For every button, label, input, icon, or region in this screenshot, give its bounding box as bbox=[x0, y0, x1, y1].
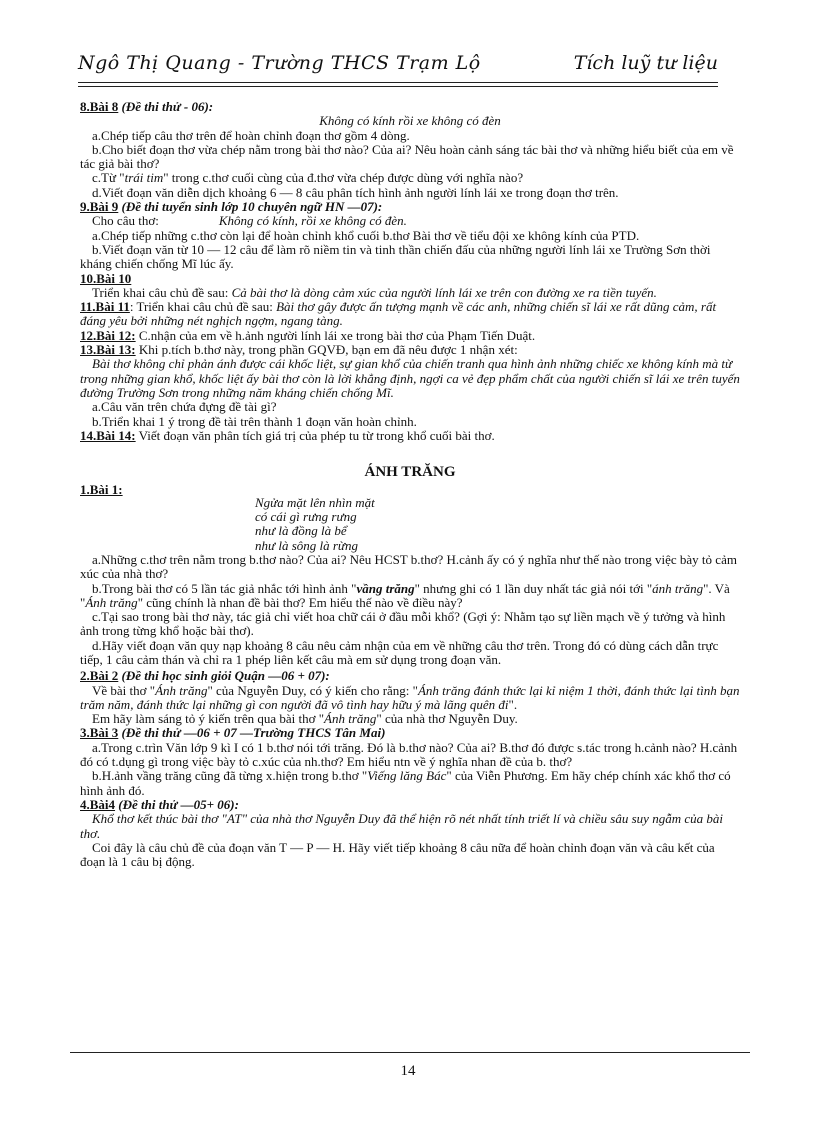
exercise-8-b: b.Cho biết đoạn thơ vừa chép nằm trong bài thơ nào? Của ai? Nêu hoàn cảnh sáng tác bài thơ và những hiểu biết của em về tác giả bài thơ? bbox=[80, 141, 734, 172]
poem-line: có cái gì rưng rưng bbox=[255, 509, 357, 525]
exercise-8-c: c.Từ "trái tim" trong c.thơ cuối cùng của đ.thơ vừa chép được dùng với nghĩa nào? bbox=[92, 170, 524, 186]
exercise-10-heading: 10.Bài 10 bbox=[80, 270, 132, 286]
exercise-8-quote: Không có kính rồi xe không có đèn bbox=[319, 113, 501, 129]
moon-exercise-3-a: a.Trong c.trìn Văn lớp 9 kì I có 1 b.thơ nói tới trăng. Đó là b.thơ nào? Của ai? B.thơ đó được s.tác trong h.cảnh nào? H.cảnh đó có t.dụng gì trong việc bày tỏ c.xúc của nh.thơ? Em hiểu ntn về ý nghĩa nhan đề của b. thơ? bbox=[80, 739, 738, 770]
moon-exercise-1-b: b.Trong bài thơ có 5 lần tác giả nhắc tới hình ảnh "vầng trăng" nhưng ghi có 1 lần duy nhất tác giả nói tới "ánh trăng". Và "Ánh trăng" cũng chính là nhan đề bài thơ? Em hiểu thế nào về điều này? bbox=[80, 580, 730, 610]
exercise-13: 13.Bài 13: Khi p.tích b.thơ này, trong phần GQVĐ, bạn em đã nêu được 1 nhận xét: bbox=[80, 342, 518, 358]
footer-rule bbox=[70, 1052, 750, 1053]
poem-line: Ngửa mặt lên nhìn mặt bbox=[255, 494, 375, 510]
moon-exercise-4-quote: Khổ thơ kết thúc bài thơ "AT" của nhà thơ Nguyễn Duy đã thể hiện rõ nét nhất tính triết lí và chiều sâu suy ngẫm của bài thơ. bbox=[80, 811, 723, 841]
exercise-10-text: Triển khai câu chủ đề sau: Cả bài thơ là dòng cảm xúc của người lính lái xe trên con đường xe ra tiền tuyến. bbox=[92, 284, 657, 300]
header-rule bbox=[78, 82, 718, 83]
moon-exercise-4-heading: 4.Bài4 (Đề thi thử —05+ 06): bbox=[80, 796, 239, 812]
header-author: Ngô Thị Quang - Trường THCS Trạm Lộ bbox=[78, 52, 481, 74]
moon-exercise-2-p1: Về bài thơ "Ánh trăng" của Nguyễn Duy, có ý kiến cho rằng: "Ánh trăng đánh thức lại kỉ niệm 1 thời, đánh thức lại tình bạn trăm năm, đánh thức lại những gì con người đã vô tình hay hữu ý mà lãng quên đi". bbox=[80, 682, 740, 712]
exercise-9-a: a.Chép tiếp những c.thơ còn lại để hoàn chỉnh khổ cuối b.thơ Bài thơ về tiểu đội xe không kính của PTD. bbox=[92, 227, 640, 243]
exercise-9-intro: Cho câu thơ: Không có kính, rồi xe không có đèn. bbox=[92, 213, 407, 229]
poem-line: như là sông là rừng bbox=[255, 537, 359, 553]
exercise-11: 11.Bài 11: Triển khai câu chủ đề sau: Bài thơ gây được ấn tượng mạnh về các anh, những chiến sĩ lái xe rất dũng cảm, rất đáng yêu bởi những nét nghịch ngợm, ngang tàng. bbox=[80, 299, 717, 329]
section-title: ÁNH TRĂNG bbox=[364, 464, 456, 481]
exercise-8-a: a.Chép tiếp câu thơ trên để hoàn chỉnh đoạn thơ gồm 4 dòng. bbox=[92, 127, 410, 143]
exercise-8-d: d.Viết đoạn văn diễn dịch khoảng 6 — 8 câu phân tích hình ảnh người lính lái xe trong đoạn thơ trên. bbox=[92, 184, 619, 200]
page-header bbox=[78, 50, 718, 82]
page-number: 14 bbox=[400, 1063, 416, 1079]
moon-exercise-1-c: c.Tại sao trong bài thơ này, tác giả chỉ viết hoa chữ cái ở đầu mỗi khổ? (Gợi ý: Nhằm tạo sự liền mạch về ý tưởng và hình ảnh trong từng khổ hoặc bài thơ). bbox=[80, 609, 726, 639]
moon-exercise-2-heading: 2.Bài 2 (Đề thi học sinh giỏi Quận —06 + 07): bbox=[80, 668, 330, 684]
moon-exercise-1-heading: 1.Bài 1: bbox=[80, 482, 123, 498]
poem-line: như là đồng là bể bbox=[255, 523, 347, 539]
document-body bbox=[80, 100, 740, 869]
exercise-14: 14.Bài 14: Viết đoạn văn phân tích giá trị của phép tu từ trong khổ cuối bài thơ. bbox=[80, 427, 495, 443]
moon-exercise-1-d: d.Hãy viết đoạn văn quy nạp khoảng 8 câu nêu cảm nhận của em về những câu thơ trên. Trong đó có dùng cách dẫn trực tiếp, 1 câu cảm thán và chỉ ra 1 phép liên kết câu mà em sử dụng trong đoạn văn. bbox=[80, 637, 719, 667]
poem-excerpt bbox=[80, 496, 740, 553]
exercise-9-heading: 9.Bài 9 (Đề thi tuyển sinh lớp 10 chuyên ngữ HN —07): bbox=[80, 199, 383, 215]
moon-exercise-3-heading: 3.Bài 3 (Đề thi thử —06 + 07 —Trường THCS Tân Mai) bbox=[80, 725, 386, 741]
exercise-13-a: a.Câu văn trên chứa đựng đề tài gì? bbox=[92, 399, 277, 415]
moon-exercise-2-p2: Em hãy làm sáng tỏ ý kiến trên qua bài thơ "Ánh trăng" của nhà thơ Nguyễn Duy. bbox=[92, 711, 518, 727]
exercise-12: 12.Bài 12: C.nhận của em về h.ảnh người lính lái xe trong bài thơ của Phạm Tiến Duật. bbox=[80, 327, 536, 343]
moon-exercise-4-text: Coi đây là câu chủ đề của đoạn văn T — P — H. Hãy viết tiếp khoảng 8 câu nữa để hoàn chỉnh đoạn văn và câu kết của đoạn là 1 câu bị động. bbox=[80, 839, 715, 870]
header-rule-2 bbox=[78, 86, 718, 87]
exercise-8-heading: 8.Bài 8 (Đề thi thử - 06): bbox=[80, 99, 214, 114]
moon-exercise-1-a: a.Những c.thơ trên nằm trong b.thơ nào? Của ai? Nêu HCST b.thơ? H.cảnh ấy có ý nghĩa như thế nào trong việc bày tỏ cảm xúc của nhà thơ? bbox=[80, 551, 737, 582]
exercise-13-b: b.Triển khai 1 ý trong đề tài trên thành 1 đoạn văn hoàn chỉnh. bbox=[92, 413, 417, 429]
header-title: Tích luỹ tư liệu bbox=[573, 52, 718, 74]
moon-exercise-3-b: b.H.ảnh vầng trăng cũng đã từng x.hiện trong b.thơ "Viếng lăng Bác" của Viễn Phương. Em hãy chép chính xác khổ thơ có hình ảnh đó. bbox=[80, 768, 731, 798]
exercise-13-quote: Bài thơ không chỉ phản ánh được cái khốc liệt, sự gian khổ của chiến tranh qua hình ảnh những chiếc xe không kính mà từ trong những gian khổ, khốc liệt ấy bài thơ còn là lời khẳng định, ngợi ca vẻ đẹp phẩm chất của người chiến sĩ lái xe trên tuyến đường Trường Sơn trong những năm kháng chiến chống Mĩ. bbox=[80, 356, 740, 400]
exercise-9-b: b.Viết đoạn văn từ 10 — 12 câu để làm rõ niềm tin và tinh thần chiến đấu của những người lính lái xe Trường Sơn thời kháng chiến chống Mĩ lúc ấy. bbox=[80, 241, 711, 272]
